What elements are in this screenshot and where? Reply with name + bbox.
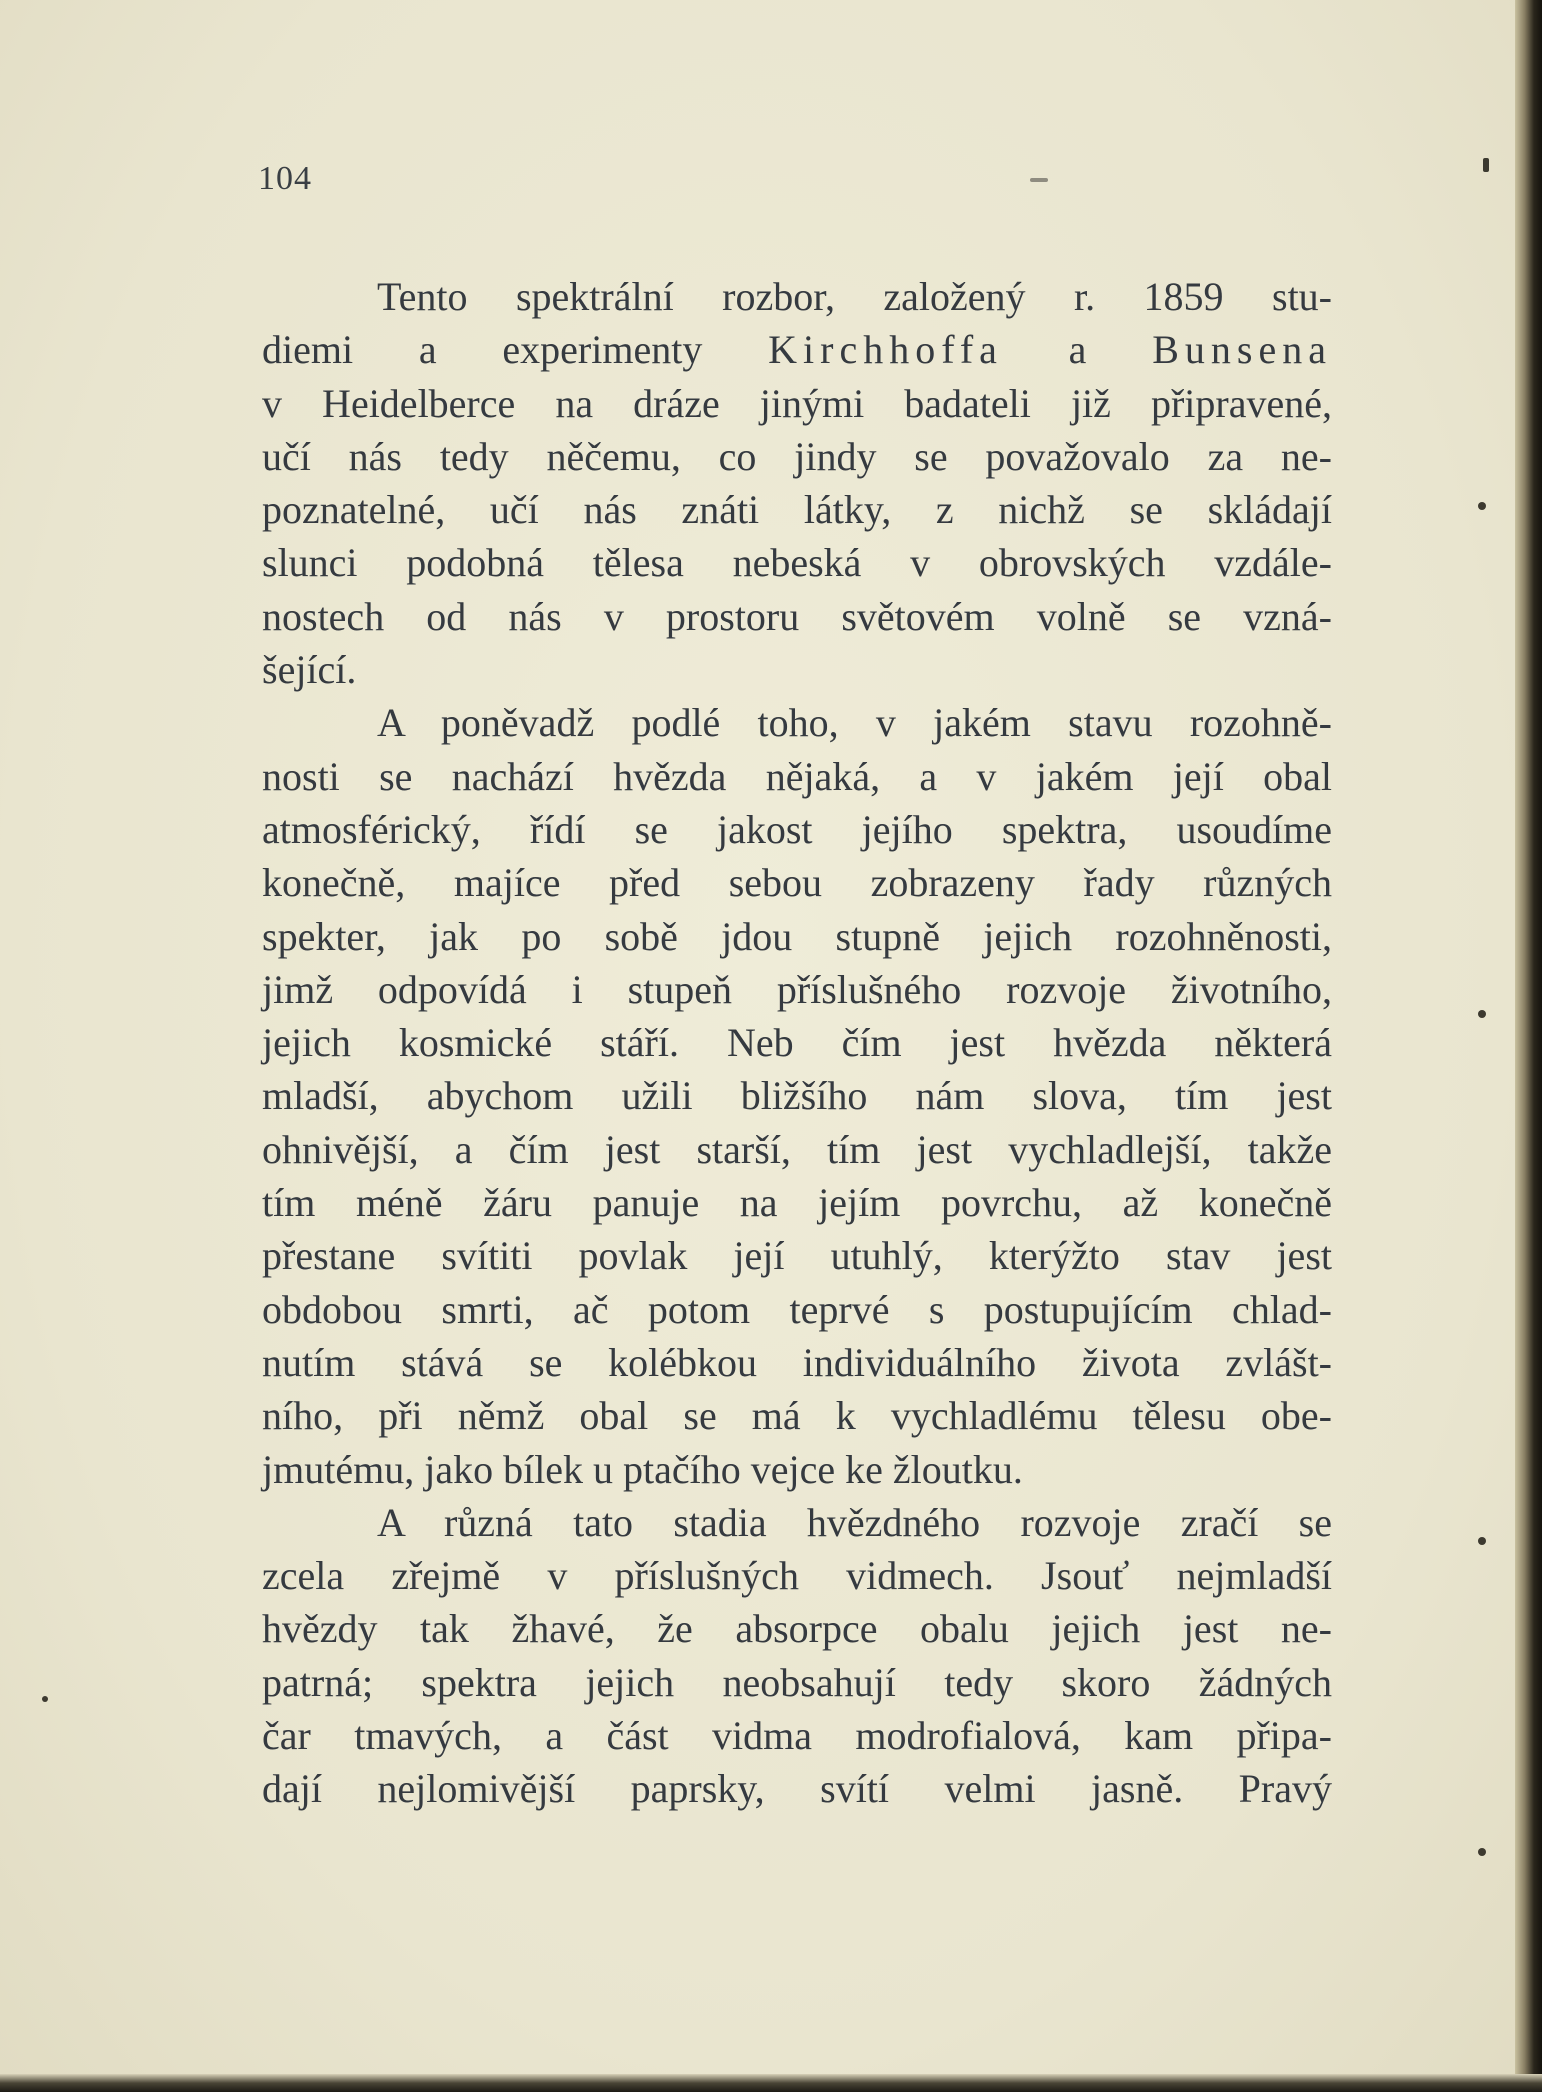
- text-line: nosti se nachází hvězda nějaká, a v jakém její obal: [262, 753, 1332, 799]
- text-line: hvězdy tak žhavé, že absorpce obalu jejich jest ne-: [262, 1606, 1332, 1652]
- text-line: konečně, majíce před sebou zobrazeny řady různých: [262, 860, 1332, 906]
- scan-speck: [1478, 1537, 1486, 1545]
- text-line: tím méně žáru panuje na jejím povrchu, až konečně: [262, 1180, 1332, 1226]
- body-text: [262, 270, 1332, 1816]
- scan-speck: [1478, 502, 1486, 510]
- text-line: [262, 323, 1332, 376]
- name-kirchhoff: Kirchhoffa: [768, 327, 1003, 373]
- text-line: spekter, jak po sobě jdou stupně jejich rozohněnosti,: [262, 913, 1332, 959]
- text-line: ohnivější, a čím jest starší, tím jest vychladlejší, takže: [262, 1126, 1332, 1172]
- text-line: ního, při němž obal se má k vychladlému tělesu obe-: [262, 1393, 1332, 1439]
- text-line: nutím stává se kolébkou individuálního života zvlášt-: [262, 1339, 1332, 1385]
- page-bottom-edge: [0, 2074, 1542, 2092]
- print-mark: [1030, 178, 1048, 182]
- scan-speck: [1483, 158, 1489, 172]
- page-binding-edge: [1515, 0, 1542, 2092]
- scan-speck: [1478, 1848, 1486, 1856]
- text-line: A různá tato stadia hvězdného rozvoje zračí se: [377, 1499, 1332, 1545]
- name-bunsen: Bunsena: [1152, 327, 1332, 373]
- scan-speck: [1478, 1010, 1486, 1018]
- text-line: atmosférický, řídí se jakost jejího spektra, usoudíme: [262, 806, 1332, 852]
- page-number: 104: [258, 160, 312, 197]
- text-line: učí nás tedy něčemu, co jindy se považovalo za ne-: [262, 433, 1332, 479]
- text-line: patrná; spektra jejich neobsahují tedy skoro žádných: [262, 1659, 1332, 1705]
- text-line: jimž odpovídá i stupeň příslušného rozvoje životního,: [262, 966, 1332, 1012]
- text-line: přestane svítiti povlak její utuhlý, kterýžto stav jest: [262, 1233, 1332, 1279]
- text-line: slunci podobná tělesa nebeská v obrovských vzdále-: [262, 540, 1332, 586]
- text-line: mladší, abychom užili bližšího nám slova, tím jest: [262, 1073, 1332, 1119]
- text-line: nostech od nás v prostoru světovém volně se vzná-: [262, 593, 1332, 639]
- text-line: obdobou smrti, ač potom teprvé s postupujícím chlad-: [262, 1286, 1332, 1332]
- text-fragment: a: [1002, 327, 1153, 373]
- text-line: šející.: [262, 647, 357, 693]
- text-line: Tento spektrální rozbor, založený r. 1859 stu-: [377, 274, 1332, 319]
- text-line: v Heidelberce na dráze jinými badateli již připravené,: [262, 380, 1332, 426]
- text-line: jmutému, jako bílek u ptačího vejce ke žloutku.: [262, 1446, 1023, 1492]
- scan-speck: [42, 1696, 48, 1702]
- text-line: jejich kosmické stáří. Neb čím jest hvězda některá: [262, 1020, 1332, 1066]
- text-line: A poněvadž podlé toho, v jakém stavu rozohně-: [377, 700, 1332, 746]
- text-line: zcela zřejmě v příslušných vidmech. Jsouť nejmladší: [262, 1553, 1332, 1599]
- text-line: dají nejlomivější paprsky, svítí velmi jasně. Pravý: [262, 1766, 1332, 1812]
- text-line: poznatelné, učí nás znáti látky, z nichž se skládají: [262, 487, 1332, 533]
- text-fragment: diemi a experimenty: [262, 327, 769, 373]
- text-line: čar tmavých, a část vidma modrofialová, kam připa-: [262, 1713, 1332, 1759]
